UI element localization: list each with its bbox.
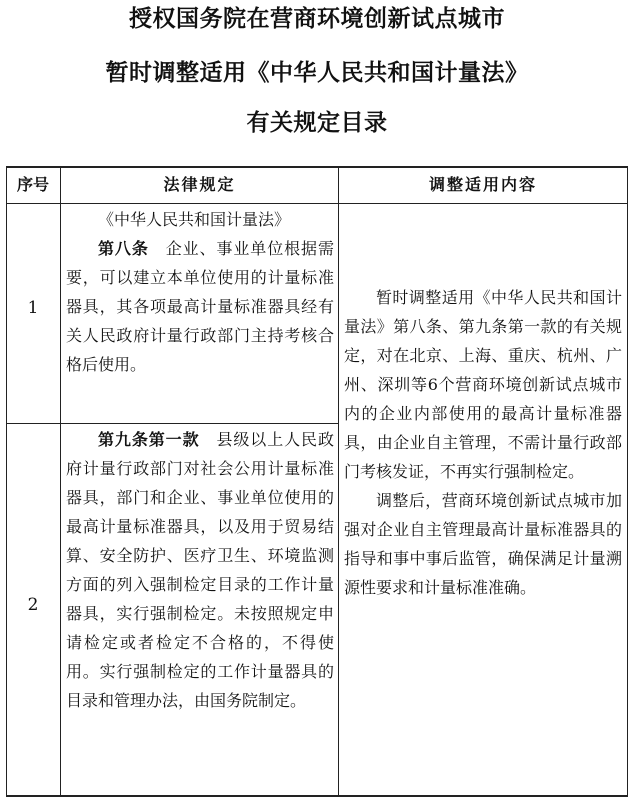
column-divider-1 [60, 166, 61, 797]
law-name: 《中华人民共和国计量法》 [98, 210, 291, 229]
header-adjustment: 调整适用内容 [428, 175, 537, 194]
table-bottom-border [6, 795, 628, 797]
row-2-law-cell [66, 425, 334, 715]
document-title-line-1: 授权国务院在营商环境创新试点城市 [129, 6, 505, 32]
article-label: 第九条第一款 [98, 430, 200, 449]
table-right-border [627, 166, 628, 797]
header-law: 法律规定 [163, 175, 236, 194]
header-number: 序号 [16, 175, 49, 194]
table-left-border [6, 166, 7, 797]
article-label: 第八条 [98, 239, 149, 258]
adjustment-cell [344, 283, 622, 602]
document-title-line-3: 有关规定目录 [246, 110, 388, 136]
row-separator [6, 423, 338, 424]
article-text: 企业、事业单位根据需要，可以建立本单位使用的计量标准器具，其各项最高计量标准器具经有关人民政府计量行政部门主持考核合格后使用。 [66, 239, 334, 374]
adjustment-paragraph-1: 暂时调整适用《中华人民共和国计量法》第八条、第九条第一款的有关规定，对在北京、上海、重庆、杭州、广州、深圳等6个营商环境创新试点城市内的企业内部使用的最高计量标准器具，由企业自主管理，不需计量行政部门考核发证，不再实行强制检定。 [344, 288, 622, 481]
document-title-line-2: 暂时调整适用《中华人民共和国计量法》 [105, 60, 529, 86]
row-1-law-cell [66, 205, 334, 379]
header-separator [6, 203, 628, 204]
adjustment-paragraph-2: 调整后，营商环境创新试点城市加强对企业自主管理最高计量标准器具的指导和事中事后监管，确保满足计量溯源性要求和计量标准准确。 [344, 491, 622, 597]
row-2-number: 2 [27, 595, 39, 615]
row-1-number: 1 [27, 298, 39, 318]
article-text: 县级以上人民政府计量行政部门对社会公用计量标准器具，部门和企业、事业单位使用的最高计量标准器具，以及用于贸易结算、安全防护、医疗卫生、环境监测方面的列入强制检定目录的工作计量器具，实行强制检定。未按照规定申请检定或者检定不合格的，不得使用。实行强制检定的工作计量器具的目录和管理办法，由国务院制定。 [66, 430, 334, 710]
column-divider-2 [338, 166, 339, 797]
